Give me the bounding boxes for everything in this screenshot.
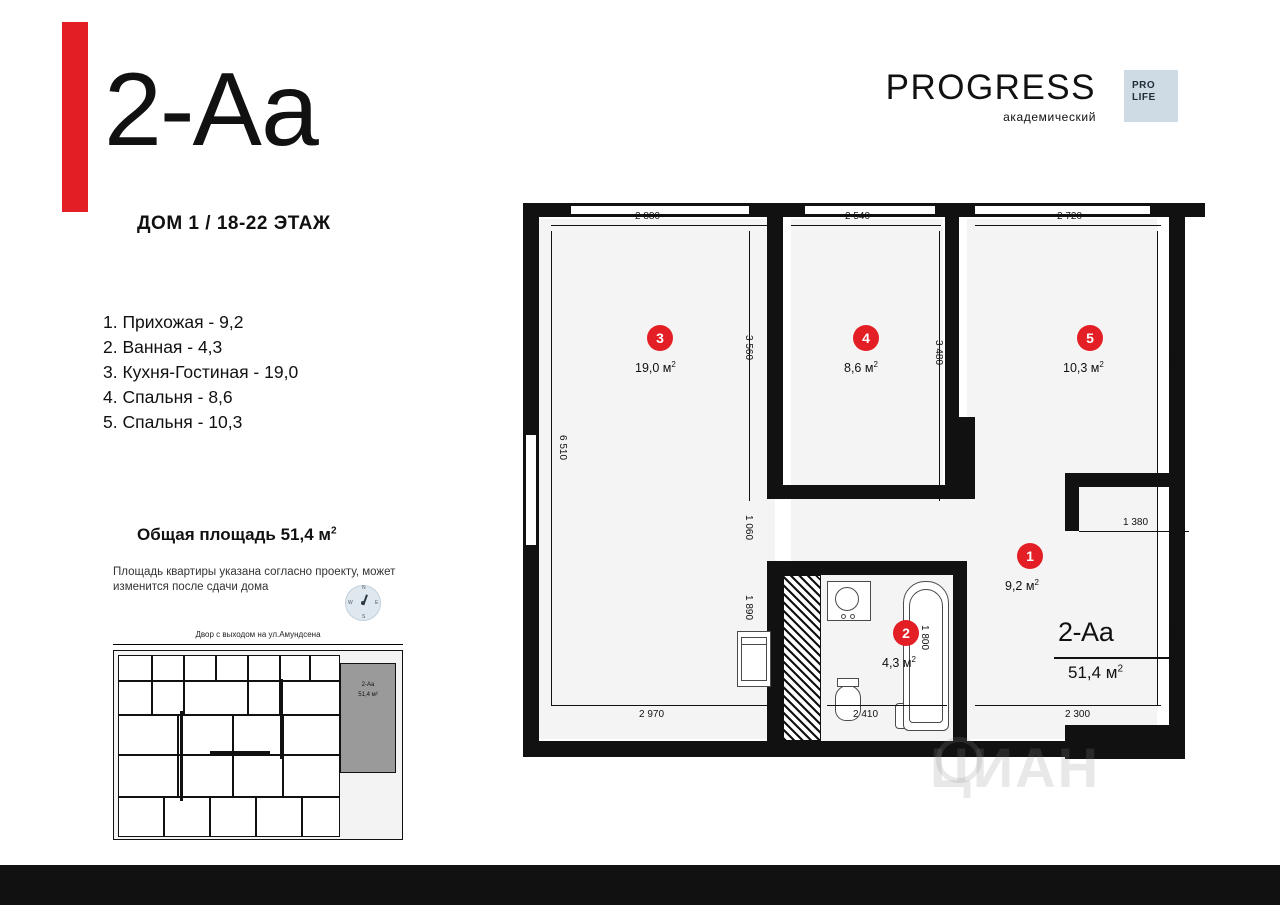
- key-plan-unit: [233, 755, 283, 797]
- wall-right: [1169, 203, 1185, 759]
- list-item: 1. Прихожая - 9,2: [103, 312, 244, 332]
- room-area-2: 4,3 $м^2$: [882, 655, 916, 671]
- window-left-wall: [525, 435, 537, 545]
- key-plan-unit: [283, 715, 340, 755]
- key-plan-unit: [248, 655, 280, 681]
- dim-right-1: 4 080: [1167, 345, 1178, 371]
- key-plan-rule: [113, 644, 403, 645]
- key-plan-wall: [280, 679, 283, 759]
- key-plan-unit: [248, 681, 280, 715]
- wall-interior-horizontal-2: [857, 485, 975, 499]
- compass-icon: [345, 585, 381, 621]
- key-plan-unit: [184, 655, 216, 681]
- dim-line-bottom-mid: [827, 705, 947, 706]
- key-plan-unit: [233, 715, 283, 755]
- page-subtitle: ДОМ 1 / 18-22 ЭТАЖ: [137, 213, 331, 234]
- footer-bar: [0, 865, 1280, 905]
- dim-top-right: 2 720: [1057, 211, 1083, 222]
- plan-title: 2-Аа: [1058, 617, 1114, 647]
- dim-line-left-vertical: [551, 231, 552, 705]
- left-info-panel: [0, 0, 470, 905]
- compass-label-w: W: [348, 600, 353, 606]
- key-plan-caption: Двор с выходом на ул.Амундсена: [195, 630, 321, 639]
- plan-title-area: 51,4 $м^2$: [1068, 663, 1124, 682]
- brand-badge-line1: PRO: [1132, 80, 1156, 91]
- dim-top-mid: 2 540: [845, 211, 871, 222]
- brand-badge-line2: LIFE: [1132, 92, 1156, 103]
- room-marker-4[interactable]: 4: [853, 325, 879, 351]
- key-plan-unit: [118, 797, 164, 837]
- key-plan-outline: [113, 650, 403, 840]
- washer-knob2-icon: [850, 614, 855, 619]
- wall-interior-vertical-2: [945, 217, 959, 417]
- rooms-legend: [103, 310, 298, 435]
- room-area-4: 8,6 $м^2$: [844, 360, 878, 376]
- dim-inner-2: 3 480: [933, 340, 944, 366]
- key-plan-unit: [302, 797, 340, 837]
- wall-interior-vertical-1: [767, 217, 783, 497]
- key-plan-unit: [152, 681, 184, 715]
- key-plan-highlighted-unit[interactable]: [340, 663, 396, 773]
- key-plan-unit: [283, 755, 340, 797]
- kitchen-sink-edge-icon: [741, 637, 767, 645]
- dim-left-2: 1 060: [743, 515, 754, 541]
- key-plan-unit: [178, 715, 233, 755]
- dim-niche: 1 380: [1123, 517, 1149, 528]
- total-area-unit-sup: 2: [330, 525, 337, 537]
- key-plan-unit: [152, 655, 184, 681]
- wall-bathroom-top: [767, 561, 967, 575]
- dim-line-bottom-left: [551, 705, 769, 706]
- dim-line-right-vertical: [1157, 231, 1158, 705]
- key-plan-unit: [256, 797, 302, 837]
- dim-line-bottom-right: [975, 705, 1161, 706]
- room-fill-bedroom-4: [791, 219, 943, 499]
- brand-badge: [1124, 70, 1178, 122]
- hatched-shaft: [783, 575, 821, 741]
- list-item: 4. Спальня - 8,6: [103, 387, 233, 407]
- total-area-label: Общая площадь 51,4 м: [137, 525, 331, 544]
- dim-line-top-right: [975, 225, 1161, 226]
- washing-machine-door-icon: [835, 587, 859, 611]
- dim-left-3: 1 890: [743, 595, 754, 621]
- dim-bathtub: 1 800: [919, 625, 930, 651]
- key-plan-unit: [118, 715, 178, 755]
- room-marker-5[interactable]: 5: [1077, 325, 1103, 351]
- accent-bar: [62, 22, 88, 212]
- room-marker-2[interactable]: 2: [893, 620, 919, 646]
- dim-left-1: 6 510: [557, 435, 568, 461]
- key-plan-unit: [184, 681, 248, 715]
- watermark-text: ЦИАН: [930, 736, 1101, 799]
- building-key-plan: [113, 630, 403, 840]
- dim-inner-1: 3 560: [743, 335, 754, 361]
- wall-niche-horizontal: [1065, 473, 1171, 487]
- apartment-floor-plan: [505, 185, 1245, 785]
- dim-line-inner-vertical-1: [749, 231, 750, 501]
- key-plan-unit: [118, 755, 178, 797]
- washer-knob-icon: [841, 614, 846, 619]
- plan-title-rule: [1054, 657, 1178, 659]
- room-area-1: 9,2 $м^2$: [1005, 578, 1039, 594]
- key-plan-unit: [164, 797, 210, 837]
- key-plan-unit: [310, 655, 340, 681]
- room-marker-3[interactable]: 3: [647, 325, 673, 351]
- dim-right-2: 2 350: [1167, 615, 1178, 641]
- key-plan-unit: [216, 655, 248, 681]
- key-plan-unit: [118, 655, 152, 681]
- wall-bathroom-right: [953, 561, 967, 743]
- key-plan-wall: [210, 751, 270, 754]
- brand-tagline: академический: [1003, 110, 1096, 124]
- key-plan-unit: [280, 655, 310, 681]
- dim-top-left: 2 880: [635, 211, 661, 222]
- list-item: 2. Ванная - 4,3: [103, 337, 223, 357]
- total-area: [137, 525, 337, 545]
- list-item: 5. Спальня - 10,3: [103, 412, 243, 432]
- dim-line-top-left: [551, 225, 769, 226]
- key-plan-unit: [210, 797, 256, 837]
- key-plan-unit: [178, 755, 233, 797]
- key-plan-highlight-area: 51,4 м²: [358, 692, 378, 698]
- list-item: 3. Кухня-Гостиная - 19,0: [103, 362, 299, 382]
- room-area-5: 10,3 $м^2$: [1063, 360, 1104, 376]
- dim-line-top-mid: [791, 225, 941, 226]
- dim-bottom-right: 2 300: [1065, 709, 1091, 720]
- room-area-3: 19,0 $м^2$: [635, 360, 676, 376]
- dim-bottom-left: 2 970: [639, 709, 665, 720]
- dim-line-inner-vertical-2: [939, 231, 940, 501]
- key-plan-unit: [280, 681, 340, 715]
- disclaimer-note: Площадь квартиры указана согласно проекту, может изменится после сдачи дома: [113, 566, 396, 593]
- brand-logo: [885, 58, 1208, 126]
- compass-label-e: E: [375, 600, 379, 606]
- room-fill-bedroom-5: [967, 219, 1157, 499]
- key-plan-wall: [180, 711, 183, 801]
- compass-center-dot: [361, 601, 365, 605]
- brand-name: PROGRESS: [885, 68, 1096, 107]
- key-plan-unit: [118, 681, 152, 715]
- dim-bottom-mid: 2 410: [853, 709, 879, 720]
- compass-label-n: N: [362, 585, 366, 591]
- dim-line-niche: [1079, 531, 1189, 532]
- key-plan-highlight-label: 2-Аа: [361, 682, 375, 688]
- compass-label-s: S: [362, 614, 366, 620]
- room-marker-1[interactable]: 1: [1017, 543, 1043, 569]
- toilet-tank-icon: [837, 678, 859, 687]
- page-title: 2-Аа: [104, 52, 317, 168]
